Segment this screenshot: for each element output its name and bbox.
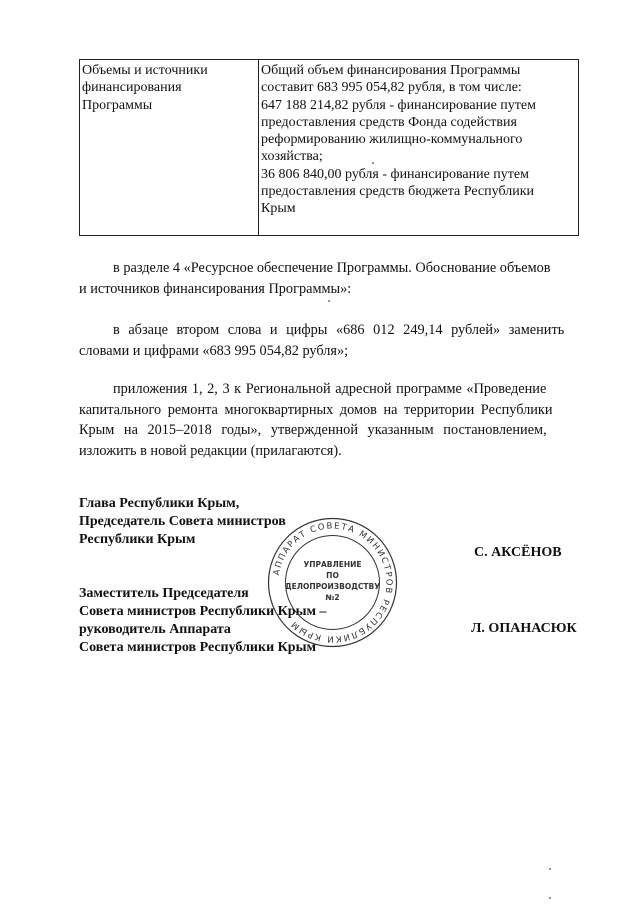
table-value-line: предоставления средств бюджета Республики	[261, 184, 534, 200]
signature-position-line: Совета министров Республики Крым –	[79, 604, 327, 619]
paragraph-line: в разделе 4 «Ресурсное обеспечение Программы. Обоснование объемов	[113, 260, 551, 276]
paragraph-replace-amount	[79, 320, 579, 361]
table-value-line: реформированию жилищно-коммунального	[261, 132, 523, 148]
svg-text:№2: №2	[325, 593, 340, 602]
svg-text:ДЕЛОПРОИЗВОДСТВУ: ДЕЛОПРОИЗВОДСТВУ	[284, 582, 381, 591]
signature-position-line: Глава Республики Крым,	[79, 496, 240, 511]
signature-name-deputy: Л. ОПАНАСЮК	[471, 621, 577, 636]
official-stamp	[265, 515, 400, 650]
table-label-line: финансирования	[82, 80, 182, 96]
table-value-line: Крым	[261, 201, 296, 217]
table-value-line: хозяйства;	[261, 149, 323, 165]
signature-name-head: С. АКСЁНОВ	[474, 545, 562, 560]
scan-speck	[549, 868, 551, 870]
table-label-line: Объемы и источники	[82, 63, 208, 78]
paragraph-line: Крым на 2015–2018 годы», утвержденной указанным постановлением,	[79, 422, 547, 438]
signature-position-line: Совета министров Республики Крым	[79, 640, 317, 655]
signature-block-head	[79, 495, 286, 549]
paragraph-line: словами и цифрами «683 995 054,82 рубля»;	[79, 342, 349, 359]
signature-position-line: руководитель Аппарата	[79, 622, 231, 637]
paragraph-section-4	[79, 258, 579, 299]
svg-text:АППАРАТ СОВЕТА МИНИСТРОВ РЕСПУ: АППАРАТ СОВЕТА МИНИСТРОВ РЕСПУБЛИКИ КРЫМ	[271, 521, 394, 644]
table-value-line: составит 683 995 054,82 рубля, в том числе:	[261, 80, 522, 96]
scan-speck	[372, 162, 374, 164]
table-value-line: 36 806 840,00 рубля - финансирование путем	[261, 166, 529, 182]
financing-table	[79, 59, 579, 236]
paragraph-appendices	[79, 379, 579, 461]
svg-text:ПО: ПО	[326, 571, 339, 580]
paragraph-line: в абзаце втором слова и цифры «686 012 249,14 рублей» заменить	[113, 322, 565, 338]
scan-speck	[328, 300, 330, 302]
scan-speck	[549, 897, 551, 899]
table-value-line: Общий объем финансирования Программы	[261, 63, 521, 78]
table-cell-label	[82, 62, 254, 114]
table-cell-value	[261, 62, 575, 218]
svg-text:УПРАВЛЕНИЕ: УПРАВЛЕНИЕ	[303, 560, 362, 569]
table-value-line: 647 188 214,82 рубля - финансирование путем	[261, 97, 536, 113]
signature-position-line: Республики Крым	[79, 532, 196, 547]
table-divider	[258, 60, 259, 235]
paragraph-line: и источников финансирования Программы»:	[79, 280, 352, 297]
paragraph-line: капитального ремонта многоквартирных домов на территории Республики	[79, 401, 553, 418]
table-label-line: Программы	[82, 97, 153, 113]
paragraph-line: приложения 1, 2, 3 к Региональной адресной программе «Проведение	[113, 381, 547, 397]
signature-position-line: Председатель Совета министров	[79, 514, 286, 529]
table-value-line: предоставления средств Фонда содействия	[261, 114, 517, 130]
paragraph-line: изложить в новой редакции (прилагаются).	[79, 442, 342, 459]
signature-position-line: Заместитель Председателя	[79, 586, 249, 601]
